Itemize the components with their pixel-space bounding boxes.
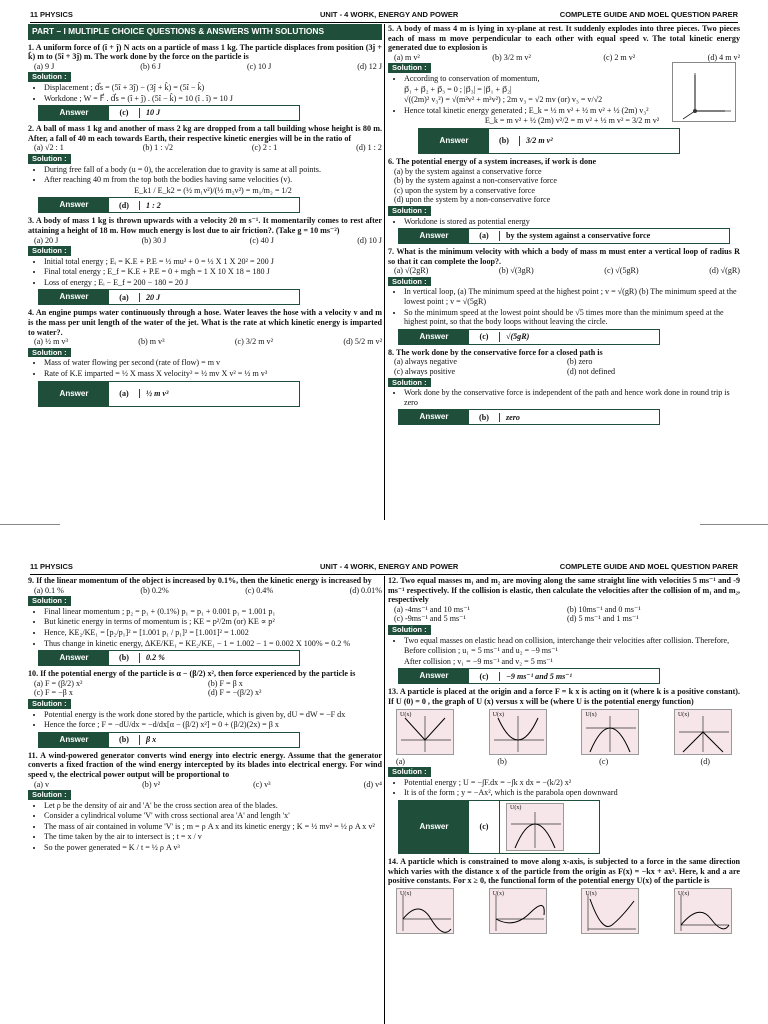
option-b: (b) 30 J <box>141 235 167 245</box>
answer-option: (b) <box>109 735 140 745</box>
solution-list <box>28 801 382 853</box>
question-text: 5. A body of mass 4 m is lying in xy-plane at rest. It suddenly explodes into three pieces. Two pieces each of mass m move perpendicular to each other with equal speed v. The total kinetic energy generated due to explosion is <box>388 24 740 53</box>
option-a: (a) √(2gR) <box>394 266 429 276</box>
option-a: (a) v <box>34 779 50 789</box>
answer-text: β x <box>146 734 157 744</box>
answer-box <box>38 732 300 748</box>
left-column <box>28 24 382 520</box>
solution-step: • According to conservation of momentum, <box>404 74 670 84</box>
option-d: (d) upon the system by a non-conservative force <box>394 195 551 205</box>
question-3 <box>28 216 382 305</box>
solution-list <box>28 165 382 196</box>
solution-list <box>388 636 740 667</box>
option-b: (b) √(3gR) <box>498 266 534 276</box>
options <box>28 143 382 153</box>
graph-axis-label: U(x) <box>492 711 504 718</box>
answer-graph <box>506 803 564 851</box>
solution-step: • During free fall of a body (u = 0), the acceleration due to gravity is same at all points. <box>44 165 382 175</box>
graph-d <box>674 709 732 755</box>
options <box>28 236 382 246</box>
option-b: (b) 1 : √2 <box>142 143 173 153</box>
option-c: (c) v³ <box>253 779 271 789</box>
question-text: 8. The work done by the conservative force for a closed path is <box>388 347 603 357</box>
page-header <box>30 10 738 23</box>
header-subject: 11 PHYSICS <box>30 10 73 19</box>
solution-label: Solution : <box>28 348 71 358</box>
question-text: 4. An engine pumps water continuously through a hose. Water leaves the hose with a velocity v and m is the mass per unit length of the water of the jet. What is the rate at which kinetic energy is imparted to water?. <box>28 308 382 337</box>
answer-text: 3/2 m v² <box>526 136 553 146</box>
options <box>28 62 382 72</box>
answer-option: (c) <box>469 672 500 682</box>
option-c: (c) 40 J <box>249 235 274 245</box>
answer-text: 1 : 2 <box>146 200 161 210</box>
column-divider <box>384 24 385 520</box>
solution-step: E_k = m v² + ½ (2m) v²/2 = m v² + ½ m v² = 3/2 m v² <box>484 116 660 126</box>
solution-step: • Final linear momentum ; p₂ = p₁ + (0.1%) p₁ = p₁ + 0.001 p₁ = 1.001 p₁ <box>44 607 382 617</box>
solution-label: Solution : <box>28 699 71 709</box>
answer-box <box>398 800 600 854</box>
question-11 <box>28 751 382 853</box>
option-a: (a) -4ms⁻¹ and 10 ms⁻¹ <box>394 604 470 614</box>
question-6 <box>388 157 740 244</box>
question-text: 6. The potential energy of a system increases, if work is done <box>388 156 597 166</box>
header-unit: UNIT - 4 WORK, ENERGY AND POWER <box>320 10 459 19</box>
option-d: (d) √(gR) <box>709 266 740 276</box>
option-d: (d) 1 : 2 <box>356 143 382 153</box>
question-2 <box>28 124 382 213</box>
option-c: (c) 3/2 m v² <box>234 337 274 347</box>
answer-label: Answer <box>399 410 469 424</box>
answer-box <box>38 650 300 666</box>
answer-label: Answer <box>399 229 469 243</box>
solution-step: • Hence the force ; F = −dU/dx = −d/dx[α − (β/2) x²] = 0 + (β/2)(2x) = β x <box>44 720 382 730</box>
part-title: PART – I MULTIPLE CHOICE QUESTIONS & ANSWERS WITH SOLUTIONS <box>28 24 382 40</box>
answer-option: (d) <box>109 201 140 211</box>
solution-step: • In vertical loop, (a) The minimum speed at the highest point ; v = √(gR) (b) The minimum speed at the lowest point ; v = √(5gR) <box>404 287 740 306</box>
solution-step: • So the power generated = K / t = ½ ρ A v³ <box>44 843 382 853</box>
solution-label: Solution : <box>28 596 71 606</box>
solution-step: • Thus change in kinetic energy, ΔKE/KE₁ = KE₂/KE₁ − 1 = 1.002 − 1 = 0.002 X 100% = 0.2 % <box>44 639 382 649</box>
answer-box <box>38 105 300 121</box>
solution-step: • Hence, KE₂/KE₁ = [p₂/p₁]² = [1.001 p₁ / p₁]² = [1.001]² = 1.002 <box>44 628 382 638</box>
solution-label: Solution : <box>388 277 431 287</box>
answer-box <box>398 228 730 244</box>
solution-list <box>28 83 382 103</box>
option-a: (a) F = (β/2) x² <box>34 678 83 688</box>
graph-axis-label: U(x) <box>677 890 690 897</box>
options <box>388 605 740 624</box>
answer-option: (b) <box>489 136 520 146</box>
solution-step: • Final total energy ; E_f = K.E + P.E = 0 + mgh = 1 X 10 X 18 = 180 J <box>44 267 382 277</box>
option-d: (d) not defined <box>567 367 616 377</box>
options <box>28 337 382 347</box>
answer-box <box>398 329 660 345</box>
option-d: (d) 4 m v² <box>707 52 740 62</box>
option-d: (d) v⁴ <box>363 779 382 789</box>
solution-step: • Potential energy ; U = −∫F.dx = −∫k x dx = −(k/2) x² <box>404 778 740 788</box>
answer-option: (a) <box>109 293 140 303</box>
solution-step: Before collision ; u₁ = 5 ms⁻¹ and u₂ = −9 ms⁻¹ <box>404 646 558 656</box>
question-12 <box>388 576 740 684</box>
answer-label: Answer <box>39 106 109 120</box>
option-b: (b) <box>497 756 507 766</box>
option-c: (c) upon the system by a conservative force <box>394 185 535 195</box>
answer-box <box>38 197 300 213</box>
option-c: (c) √(5gR) <box>604 266 639 276</box>
options <box>28 679 382 698</box>
answer-label: Answer <box>39 651 109 665</box>
options <box>388 167 740 205</box>
answer-option: (c) <box>469 801 500 853</box>
option-a: (a) m v² <box>394 52 420 62</box>
header-unit: UNIT - 4 WORK, ENERGY AND POWER <box>320 562 459 571</box>
solution-label: Solution : <box>28 790 71 800</box>
solution-step: • Potential energy is the work done stored by the particle, which is given by, dU = dW = −F dx <box>44 710 382 720</box>
graph-axis-label: U(x) <box>400 711 412 718</box>
header-subject: 11 PHYSICS <box>30 562 73 571</box>
answer-label: Answer <box>39 290 109 304</box>
graph-axis-label: U(x) <box>585 711 597 718</box>
solution-step: • Let ρ be the density of air and 'A' be the cross section area of the blades. <box>44 801 382 811</box>
solution-step: • So the minimum speed at the lowest point should be √5 times more than the minimum speed at the highest point, so that the body loops without leaving the circle. <box>404 308 740 327</box>
option-d: (d) 5/2 m v² <box>343 337 382 347</box>
answer-option: (a) <box>109 389 140 399</box>
answer-label: Answer <box>399 801 469 853</box>
answer-box <box>38 381 300 407</box>
question-9 <box>28 576 382 666</box>
option-b: (b) 6 J <box>140 61 161 71</box>
option-a: (a) ½ m v³ <box>34 337 68 347</box>
question-text: 2. A ball of mass 1 kg and another of mass 2 kg are dropped from a tall building whose height is 80 m. After, a fall of 40 m each towards Earth, their respective kinetic energies will be in the ratio of <box>28 124 382 143</box>
option-b: (b) by the system against a non-conservative force <box>394 176 557 186</box>
option-a: (a) by the system against a conservative force <box>394 166 542 176</box>
graph-b <box>489 888 547 934</box>
solution-list <box>388 388 740 407</box>
question-text: 11. A wind-powered generator converts wind energy into electric energy. Assume that the generator converts a fixed fraction of the wind energy intercepted by its blades into electrical energy. For wind speed v, the electrical power output will be proportional to <box>28 750 382 779</box>
graph-a <box>396 888 454 934</box>
header-guide: COMPLETE GUIDE AND MOEL QUESTION PARER <box>559 562 738 571</box>
question-text: 13. A particle is placed at the origin and a force F = k x is acting on it (where k is a positive constant). If U (0) = 0 , the graph of U (x) versus x will be (where U is the potential energy function) <box>388 687 740 706</box>
answer-label: Answer <box>399 669 469 683</box>
graph-c <box>581 709 639 755</box>
option-d: (d) 0.01% <box>349 585 382 595</box>
question-7 <box>388 247 740 345</box>
option-c: (c) -9ms⁻¹ and 5 ms⁻¹ <box>394 614 466 624</box>
solution-step: • Work done by the conservative force is independent of the path and hence work done in round trip is zero <box>404 388 740 407</box>
option-b: (b) zero <box>567 357 593 367</box>
option-d: (d) F = −(β/2) x² <box>208 688 262 698</box>
question-text: 3. A body of mass 1 kg is thrown upwards with a velocity 20 m s⁻¹. It momentarily comes to rest after attaining a height of 18 m. How much energy is lost due to air friction?. (Take g = 10 ms⁻²) <box>28 216 382 235</box>
option-c: (c) 10 J <box>246 61 272 71</box>
solution-step: • The time taken by the air to intersect is ; t = x / v <box>44 832 382 842</box>
question-text: 1. A uniform force of (î + ĵ) N acts on a particle of mass 1 kg. The particle displaces from position (3ĵ + k̂) m to (5î + 3ĵ) m. The work done by the force on the particle is <box>28 42 382 62</box>
options <box>28 780 382 790</box>
solution-label: Solution : <box>388 625 431 635</box>
graph-option-labels <box>388 757 740 767</box>
solution-list <box>388 287 740 326</box>
solution-step: After collision ; v₁ = −9 ms⁻¹ and v₂ = 5 ms⁻¹ <box>404 656 553 666</box>
solution-step: • Loss of energy ; Eᵢ − E_f = 200 − 180 = 20 J <box>44 278 382 288</box>
answer-option: (b) <box>469 413 500 423</box>
left-column <box>28 576 382 1024</box>
solution-step: • Rate of K.E imparted = ½ X mass X velocity² = ½ mv X v² = ½ m v³ <box>44 369 382 379</box>
solution-label: Solution : <box>28 246 71 256</box>
answer-text: 20 J <box>146 292 161 302</box>
solution-step: • Hence total kinetic energy generated ; E_k = ½ m v² + ½ m v² + ½ (2m) v₃² <box>404 106 740 116</box>
question-4 <box>28 308 382 406</box>
option-a: (a) 9 J <box>34 61 55 71</box>
solution-label: Solution : <box>388 63 431 73</box>
options <box>388 53 740 63</box>
question-text: 9. If the linear momentum of the object is increased by 0.1%, then the kinetic energy is increased by <box>28 576 372 585</box>
solution-list <box>28 710 382 730</box>
option-b: (b) 3/2 m v² <box>492 52 531 62</box>
option-b: (b) 10ms⁻¹ and 0 ms⁻¹ <box>567 604 641 614</box>
answer-text: 10 J <box>146 108 161 118</box>
question-text: 12. Two equal masses m₁ and m₂ are moving along the same straight line with velocities 5 ms⁻¹ and -9 ms⁻¹ respectively. If the collision is elastic, then calculate the velocities after the collision of m₁ and m₂, respectively <box>388 576 740 605</box>
solution-list <box>28 607 382 648</box>
question-text: 7. What is the minimum velocity with which a body of mass m must enter a vertical loop of radius R so that it can complete the loop?. <box>388 247 740 266</box>
solution-list <box>28 257 382 288</box>
solution-step: p⃗₁ + p⃗₂ + p⃗₃ = 0 ; |p⃗₃| = |p⃗₁ + p⃗₂| <box>404 84 512 94</box>
answer-label: Answer <box>39 198 109 212</box>
options <box>388 266 740 276</box>
answer-text: zero <box>506 412 520 422</box>
solution-label: Solution : <box>28 154 71 164</box>
option-b: (b) m v³ <box>138 337 165 347</box>
question-1 <box>28 43 382 122</box>
solution-step: • After reaching 40 m from the top both the bodies having same velocities (v). <box>44 175 382 185</box>
graph-options <box>388 707 740 757</box>
answer-text: −9 ms⁻¹ and 5 ms⁻¹ <box>506 671 572 681</box>
option-b: (b) 0.2% <box>140 585 169 595</box>
solution-step: • Two equal masses on elastic head on collision, interchange their velocities after collision. Therefore, <box>404 636 740 646</box>
right-column <box>388 576 740 1024</box>
header-guide: COMPLETE GUIDE AND MOEL QUESTION PARER <box>559 10 738 19</box>
answer-label: Answer <box>399 330 469 344</box>
solution-label: Solution : <box>388 767 431 777</box>
solution-step: • Initial total energy ; Eᵢ = K.E + P.E = ½ mu² + 0 = ½ X 1 X 20² = 200 J <box>44 257 382 267</box>
solution-step: • The mass of air contained in volume 'V' is ; m = ρ A x and its kinetic energy ; K = ½ mv² = ½ ρ A x v² <box>44 822 382 832</box>
answer-label: Answer <box>419 129 489 153</box>
option-d: (d) 10 J <box>357 235 382 245</box>
answer-option: (c) <box>469 332 500 342</box>
question-text: 10. If the potential energy of the particle is α − (β/2) x², then force experienced by the particle is <box>28 669 356 679</box>
solution-step: √((2m)² v₃²) = √(m²v² + m²v²) ; 2m v₃ = √2 mv (or) v₃ = v/√2 <box>404 95 603 105</box>
page-header <box>30 562 738 575</box>
answer-text: by the system against a conservative force <box>506 231 651 241</box>
solution-list <box>388 778 740 798</box>
option-d: (d) 5 ms⁻¹ and 1 ms⁻¹ <box>567 614 639 624</box>
solution-label: Solution : <box>388 206 431 216</box>
answer-box <box>38 289 300 305</box>
question-13 <box>388 687 740 854</box>
graph-axis-label: U(x) <box>492 890 504 897</box>
option-a: (a) √2 : 1 <box>34 143 64 153</box>
answer-option: (c) <box>109 108 140 118</box>
option-b: (b) v² <box>142 779 161 789</box>
answer-label: Answer <box>39 382 109 406</box>
graph-d <box>674 888 732 934</box>
answer-text: √(5gR) <box>506 332 530 342</box>
answer-text: 0.2 % <box>146 653 165 663</box>
answer-box <box>398 668 660 684</box>
question-text: 14. A particle which is constrained to move along x-axis, is subjected to a force in the same direction which varies with the distance x of the particle from the origin as F(x) = −kx + ax³. Here, k and a are positive constants. For x ≥ 0, the functional form of the potential energy U(x) of the particle is <box>388 856 740 886</box>
answer-box <box>398 409 660 425</box>
answer-option: (b) <box>109 653 140 663</box>
column-divider <box>384 576 385 1024</box>
graph-axis-label: U(x) <box>510 804 522 811</box>
option-d: (d) 12 J <box>357 61 382 71</box>
option-c: (c) 2 m v² <box>603 52 636 62</box>
graph-a <box>396 709 454 755</box>
question-5 <box>388 24 740 154</box>
solution-step: • Mass of water flowing per second (rate of flow) = m v <box>44 358 382 368</box>
answer-text: ½ m v³ <box>146 388 169 398</box>
option-c: (c) 0.4% <box>245 585 274 595</box>
graph-axis-label: U(x) <box>585 890 597 897</box>
explosion-diagram-icon <box>672 62 736 122</box>
option-a: (a) always negative <box>394 357 457 367</box>
solution-list <box>28 358 382 378</box>
answer-option: (a) <box>469 231 500 241</box>
answer-label: Answer <box>39 733 109 747</box>
question-14 <box>388 857 740 936</box>
option-c: (c) <box>599 756 609 766</box>
page-sheet-2 <box>0 552 768 1024</box>
graph-options <box>388 886 740 936</box>
solution-label: Solution : <box>388 378 431 388</box>
solution-step: • It is of the form ; y = −Ax², which is the parabola open downward <box>404 788 740 798</box>
solution-step: • Displacement ; d⃗s = (5î + 3ĵ) − (3ĵ + k̂) = (5î − k̂) <box>44 83 382 93</box>
question-10 <box>28 669 382 748</box>
graph-c <box>581 888 639 934</box>
solution-step: • Workdone is stored as potential energy <box>404 217 740 227</box>
graph-b <box>489 709 547 755</box>
option-c: (c) always positive <box>394 367 456 377</box>
right-column <box>388 24 740 520</box>
option-d: (d) <box>700 756 710 766</box>
options <box>28 586 382 596</box>
option-b: (b) F = β x <box>208 678 243 688</box>
graph-axis-label: U(x) <box>400 890 412 897</box>
question-8 <box>388 348 740 426</box>
solution-list <box>388 217 740 227</box>
option-a: (a) <box>396 756 405 766</box>
option-a: (a) 0.1 % <box>34 585 64 595</box>
solution-step: • Workdone ; W = F⃗ . d⃗s = (î + ĵ) . (5î − k̂) = 10 (î . î) = 10 J <box>44 94 382 104</box>
page-gap <box>0 520 768 552</box>
option-c: (c) 2 : 1 <box>251 143 278 153</box>
solution-label: Solution : <box>28 72 71 82</box>
option-a: (a) 20 J <box>34 235 59 245</box>
graph-axis-label: U(x) <box>677 711 690 718</box>
solution-step: • Consider a cylindrical volume 'V' with cross sectional area 'A' and length 'x' <box>44 811 382 821</box>
answer-box <box>418 128 680 154</box>
solution-step: • But kinetic energy in terms of momentum is ; KE = p²/2m (or) KE ∝ p² <box>44 617 382 627</box>
options <box>388 357 740 376</box>
solution-step: E_k1 / E_k2 = (½ m₁v²)/(½ m₂v²) = m₁/m₂ = 1/2 <box>134 185 292 195</box>
option-c: (c) F = −β x <box>34 688 73 698</box>
